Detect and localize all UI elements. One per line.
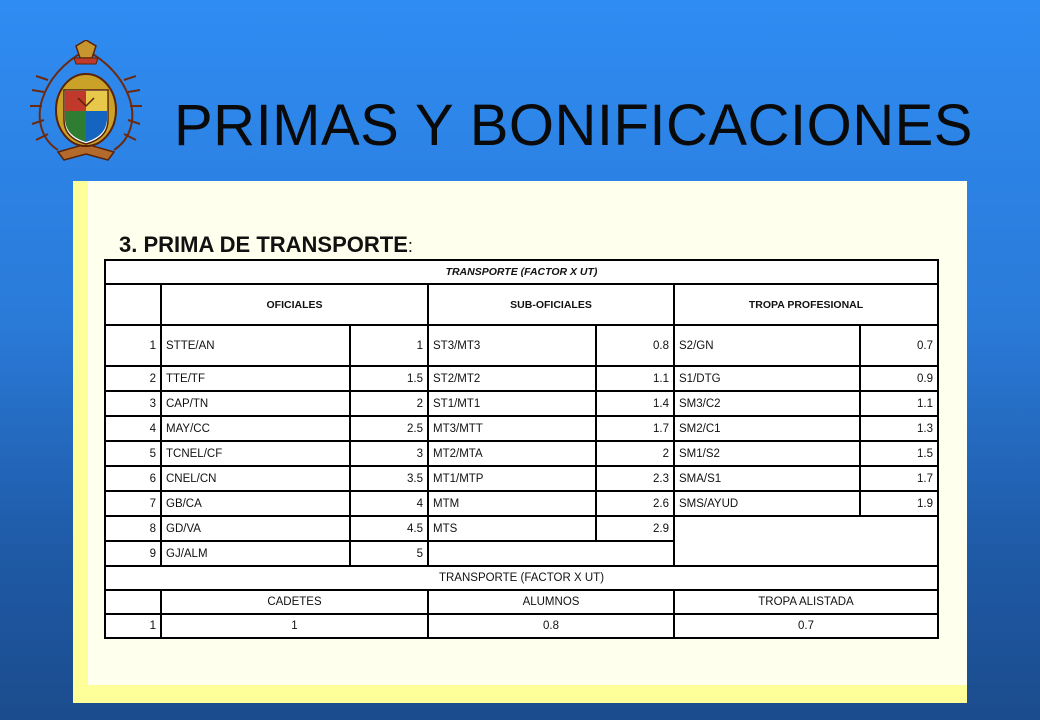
oficial-factor: 3 <box>350 441 428 466</box>
row-number: 1 <box>105 614 161 638</box>
tropa-alistada-factor: 0.7 <box>674 614 938 638</box>
suboficial-factor: 2.6 <box>596 491 674 516</box>
tropa-factor: 1.7 <box>860 466 938 491</box>
tropa-rank: S1/DTG <box>674 366 860 391</box>
tropa-rank: SMA/S1 <box>674 466 860 491</box>
blank-cell <box>105 284 161 325</box>
oficial-factor: 1.5 <box>350 366 428 391</box>
oficial-factor: 4.5 <box>350 516 428 541</box>
tropa-factor: 0.7 <box>860 325 938 366</box>
alumnos-factor: 0.8 <box>428 614 674 638</box>
row-number: 1 <box>105 325 161 366</box>
suboficial-rank: ST3/MT3 <box>428 325 596 366</box>
subtitle-colon: : <box>407 236 413 256</box>
tropa-factor: 1.5 <box>860 441 938 466</box>
suboficial-rank: MTS <box>428 516 596 541</box>
oficial-rank: STTE/AN <box>161 325 350 366</box>
oficial-rank: MAY/CC <box>161 416 350 441</box>
oficial-factor: 1 <box>350 325 428 366</box>
tropa-factor: 1.1 <box>860 391 938 416</box>
oficial-rank: GB/CA <box>161 491 350 516</box>
group-alumnos: ALUMNOS <box>428 590 674 614</box>
row-number: 5 <box>105 441 161 466</box>
suboficial-rank: MT1/MTP <box>428 466 596 491</box>
oficial-factor: 2.5 <box>350 416 428 441</box>
suboficial-rank: MT3/MTT <box>428 416 596 441</box>
tropa-rank: S2/GN <box>674 325 860 366</box>
oficial-factor: 3.5 <box>350 466 428 491</box>
row-number: 6 <box>105 466 161 491</box>
tropa-factor: 0.9 <box>860 366 938 391</box>
group-tropa-profesional: TROPA PROFESIONAL <box>674 284 938 325</box>
oficial-rank: CAP/TN <box>161 391 350 416</box>
suboficial-factor: 1.7 <box>596 416 674 441</box>
suboficial-rank: ST1/MT1 <box>428 391 596 416</box>
suboficial-factor: 2.9 <box>596 516 674 541</box>
row-number: 3 <box>105 391 161 416</box>
row-number: 9 <box>105 541 161 566</box>
subtitle-text: 3. PRIMA DE TRANSPORTE <box>119 232 408 257</box>
row-number: 4 <box>105 416 161 441</box>
page-title: PRIMAS Y BONIFICACIONES <box>174 93 973 158</box>
table2-header: TRANSPORTE (FACTOR X UT) <box>105 566 938 590</box>
suboficial-rank: MT2/MTA <box>428 441 596 466</box>
suboficial-factor: 2.3 <box>596 466 674 491</box>
row-number: 2 <box>105 366 161 391</box>
suboficial-factor: 2 <box>596 441 674 466</box>
suboficial-factor: 1.4 <box>596 391 674 416</box>
table-header: TRANSPORTE (FACTOR X UT) <box>105 260 938 284</box>
suboficial-rank: MTM <box>428 491 596 516</box>
oficial-rank: GJ/ALM <box>161 541 350 566</box>
tropa-rank: SM2/C1 <box>674 416 860 441</box>
suboficial-factor: 1.1 <box>596 366 674 391</box>
empty-cell <box>674 516 938 566</box>
tropa-rank: SM1/S2 <box>674 441 860 466</box>
oficial-rank: CNEL/CN <box>161 466 350 491</box>
oficial-rank: TTE/TF <box>161 366 350 391</box>
coat-of-arms-icon <box>28 40 144 166</box>
suboficial-factor: 0.8 <box>596 325 674 366</box>
tropa-factor: 1.9 <box>860 491 938 516</box>
tropa-rank: SMS/AYUD <box>674 491 860 516</box>
oficial-factor: 2 <box>350 391 428 416</box>
cadetes-factor: 1 <box>161 614 428 638</box>
oficial-factor: 5 <box>350 541 428 566</box>
oficial-rank: TCNEL/CF <box>161 441 350 466</box>
blank-cell <box>105 590 161 614</box>
transport-table <box>104 259 939 639</box>
empty-cell <box>428 541 674 566</box>
tropa-factor: 1.3 <box>860 416 938 441</box>
row-number: 8 <box>105 516 161 541</box>
row-number: 7 <box>105 491 161 516</box>
oficial-rank: GD/VA <box>161 516 350 541</box>
group-tropa-alistada: TROPA ALISTADA <box>674 590 938 614</box>
oficial-factor: 4 <box>350 491 428 516</box>
suboficial-rank: ST2/MT2 <box>428 366 596 391</box>
tropa-rank: SM3/C2 <box>674 391 860 416</box>
section-subtitle <box>119 232 413 258</box>
group-suboficiales: SUB-OFICIALES <box>428 284 674 325</box>
group-oficiales: OFICIALES <box>161 284 428 325</box>
group-cadetes: CADETES <box>161 590 428 614</box>
